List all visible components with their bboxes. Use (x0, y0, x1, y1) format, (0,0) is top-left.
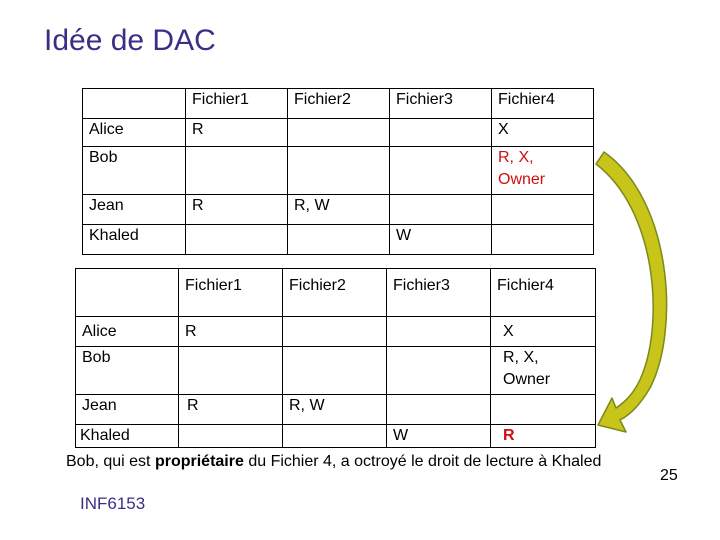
row-subject: Jean (76, 395, 179, 425)
column-header: Fichier1 (186, 89, 288, 119)
row-subject: Khaled (76, 425, 179, 448)
matrix-cell: X (492, 119, 594, 147)
matrix-cell-highlight: R, X, Owner (492, 147, 594, 195)
row-subject: Alice (83, 119, 186, 147)
column-header: Fichier3 (390, 89, 492, 119)
page-number: 25 (660, 467, 678, 484)
slide-title: Idée de DAC (44, 24, 216, 57)
column-header: Fichier1 (179, 269, 283, 317)
caption-bold: propriétaire (154, 453, 244, 470)
matrix-cell: W (390, 225, 492, 255)
column-header: Fichier2 (283, 269, 387, 317)
column-header: Fichier4 (491, 269, 596, 317)
row-subject: Jean (83, 195, 186, 225)
footer-course-code: INF6153 (80, 494, 146, 513)
row-subject: Bob (76, 347, 179, 395)
matrix-cell: R (186, 119, 288, 147)
matrix-cell: R, X, Owner (491, 347, 596, 395)
caption-text: Bob, qui est (66, 453, 155, 470)
matrix-cell: W (387, 425, 491, 448)
matrix-cell: R (179, 317, 283, 347)
matrix-cell: R, W (283, 395, 387, 425)
matrix-cell: X (491, 317, 596, 347)
row-subject: Bob (83, 147, 186, 195)
column-header: Fichier3 (387, 269, 491, 317)
matrix-cell: R (179, 395, 283, 425)
matrix-cell-highlight: R (491, 425, 596, 448)
caption (66, 453, 716, 471)
row-subject: Khaled (83, 225, 186, 255)
row-subject: Alice (76, 317, 179, 347)
column-header: Fichier4 (492, 89, 594, 119)
caption-text: du Fichier 4, a octroyé le droit de lecture à Khaled (243, 453, 602, 470)
column-header: Fichier2 (288, 89, 390, 119)
matrix-cell: R, W (288, 195, 390, 225)
matrix-cell: R (186, 195, 288, 225)
